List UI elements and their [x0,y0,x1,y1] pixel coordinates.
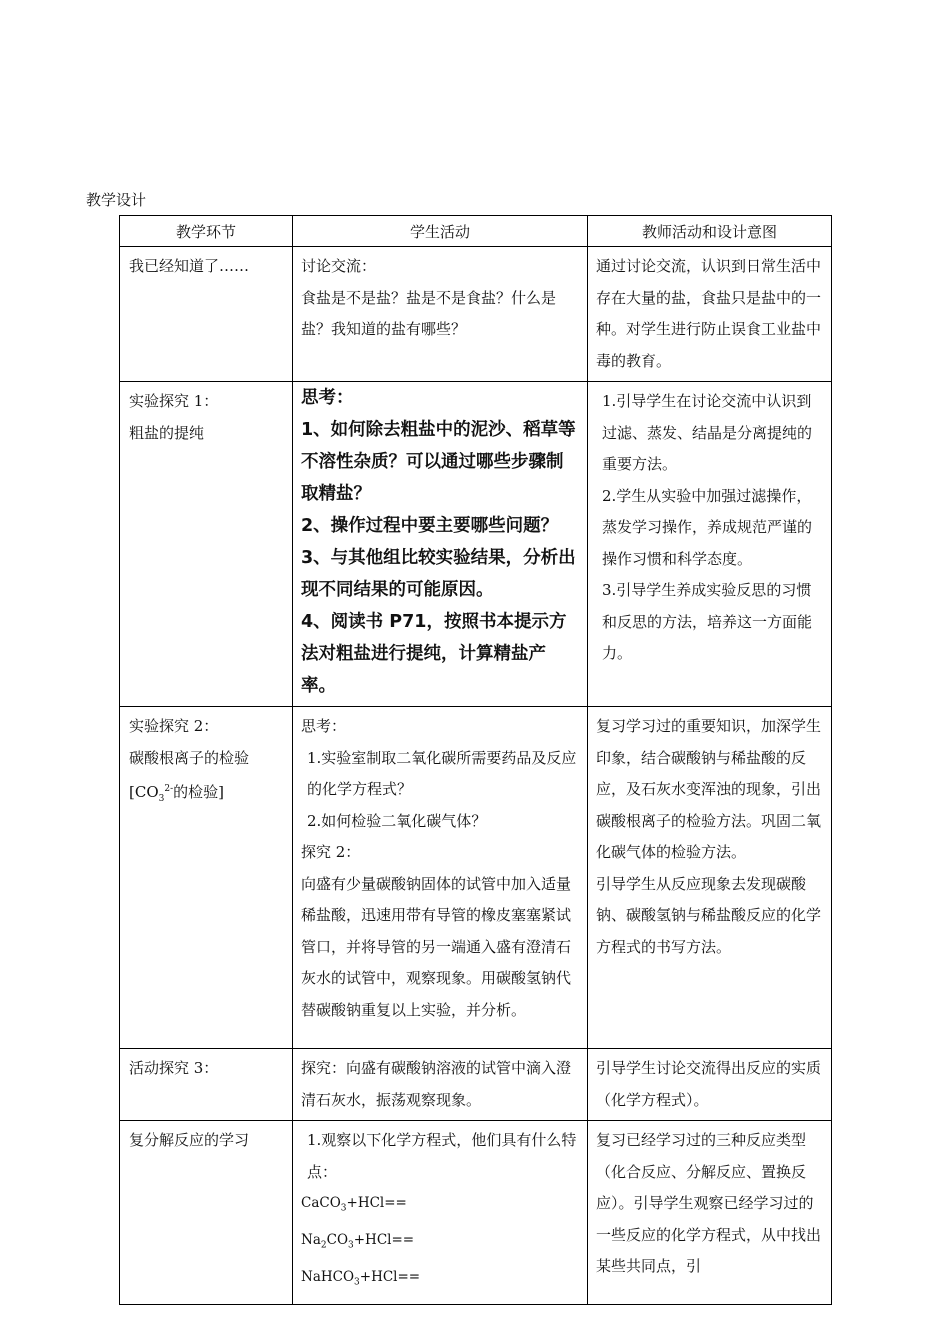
table-row [120,707,832,1049]
student-text: 思考： [301,388,354,408]
table-row [120,247,832,382]
stage-cell [120,1121,293,1305]
student-text: 1.实验室制取二氧化碳所需要药品及反应的化学方程式？ [307,748,577,798]
section-title: 教学设计 [86,191,147,209]
stage-cell [120,1049,293,1121]
stage-text: 实验探究 2： [129,717,219,735]
stage-cell [120,382,293,707]
teacher-text: 复习学习过的重要知识，加深学生印象，结合碳酸钠与稀盐酸的反应，及石灰水变浑浊的现象，引出碳酸根离子的检验方法。巩固二氧化碳气体的检验方法。 [596,717,822,861]
stage-text: 活动探究 3： [129,1059,219,1077]
student-activity-cell [293,1121,588,1305]
teacher-text: 复习已经学习过的三种反应类型（化合反应、分解反应、置换反应）。引导学生观察已经学习过的一些反应的化学方程式，从中找出某些共同点，引 [596,1131,822,1275]
carbonate-sub: 3 [158,794,165,804]
table-row [120,382,832,707]
student-text: 2.如何检验二氧化碳气体？ [307,811,487,830]
stage-cell [120,707,293,1049]
teacher-activity-cell [588,1121,832,1305]
stage-text: 我已经知道了…… [129,257,250,275]
header-student-activity: 学生活动 [293,216,588,247]
student-text: 探究：向盛有碳酸钠溶液的试管中滴入澄清石灰水，振荡观察现象。 [301,1059,572,1109]
teacher-text: 通过讨论交流，认识到日常生活中存在大量的盐，食盐只是盐中的一种。对学生进行防止误食工业盐中毒的教育。 [596,257,822,370]
student-text: 4、阅读书 P71，按照书本提示方法对粗盐进行提纯，计算精盐产率。 [301,612,567,696]
carbonate-sup: 2- [164,784,174,794]
student-text: 思考： [301,717,347,735]
carbonate-open: [CO [129,783,159,801]
formula-line: CaCO$_3$+HCl== [301,1195,407,1214]
student-activity-cell [293,247,588,382]
formula-line: NaHCO$_3$+HCl== [301,1269,421,1289]
teacher-activity-cell [588,382,832,707]
formula-line: $Na_2CO_3+HCl==$ [301,1232,415,1251]
carbonate-close: 的检验] [173,783,225,801]
table-row [120,1121,832,1305]
lesson-plan-table [119,215,832,1305]
stage-text [129,774,284,816]
teacher-activity-cell [588,707,832,1049]
stage-cell [120,247,293,382]
student-text: 2、操作过程中要主要哪些问题？ [301,516,559,536]
student-activity-cell [293,707,588,1049]
header-teacher-activity: 教师活动和设计意图 [588,216,832,247]
teacher-activity-cell [588,1049,832,1121]
student-activity-cell [293,1049,588,1121]
teacher-text: 1.引导学生在讨论交流中认识到过滤、蒸发、结晶是分离提纯的重要方法。 [602,392,813,473]
student-text: 1.观察以下化学方程式，他们具有什么特点： [307,1131,577,1181]
stage-text: 碳酸根离子的检验 [129,748,250,767]
teacher-text: 引导学生从反应现象去发现碳酸钠、碳酸氢钠与稀盐酸反应的化学方程式的书写方法。 [596,874,822,956]
teacher-text: 2.学生从实验中加强过滤操作，蒸发学习操作，养成规范严谨的操作习惯和科学态度。 [602,486,813,568]
student-text: 向盛有少量碳酸钠固体的试管中加入适量稀盐酸，迅速用带有导管的橡皮塞塞紧试管口，并将导管的另一端通入盛有澄清石灰水的试管中，观察现象。用碳酸氢钠代替碳酸钠重复以上实验，并分析。 [301,874,572,1019]
student-activity-cell [293,382,588,707]
student-text: 讨论交流： [301,257,377,275]
student-text: 1、如何除去粗盐中的泥沙、稻草等不溶性杂质？可以通过哪些步骤制取精盐？ [301,420,576,504]
stage-text: 粗盐的提纯 [129,423,205,442]
teacher-text: 3.引导学生养成实验反思的习惯和反思的方法，培养这一方面能力。 [602,581,813,662]
student-text: 食盐是不是盐？盐是不是食盐？什么是盐？我知道的盐有哪些？ [301,288,557,338]
header-stage: 教学环节 [120,216,293,247]
table-header-row [120,216,832,247]
student-text: 探究 2： [301,843,361,861]
student-text: 3、与其他组比较实验结果，分析出现不同结果的可能原因。 [301,548,576,600]
table-row [120,1049,832,1121]
teacher-text: 引导学生讨论交流得出反应的实质（化学方程式）。 [596,1059,822,1109]
teacher-activity-cell [588,247,832,382]
stage-text: 实验探究 1： [129,392,219,410]
stage-text: 复分解反应的学习 [129,1131,250,1149]
